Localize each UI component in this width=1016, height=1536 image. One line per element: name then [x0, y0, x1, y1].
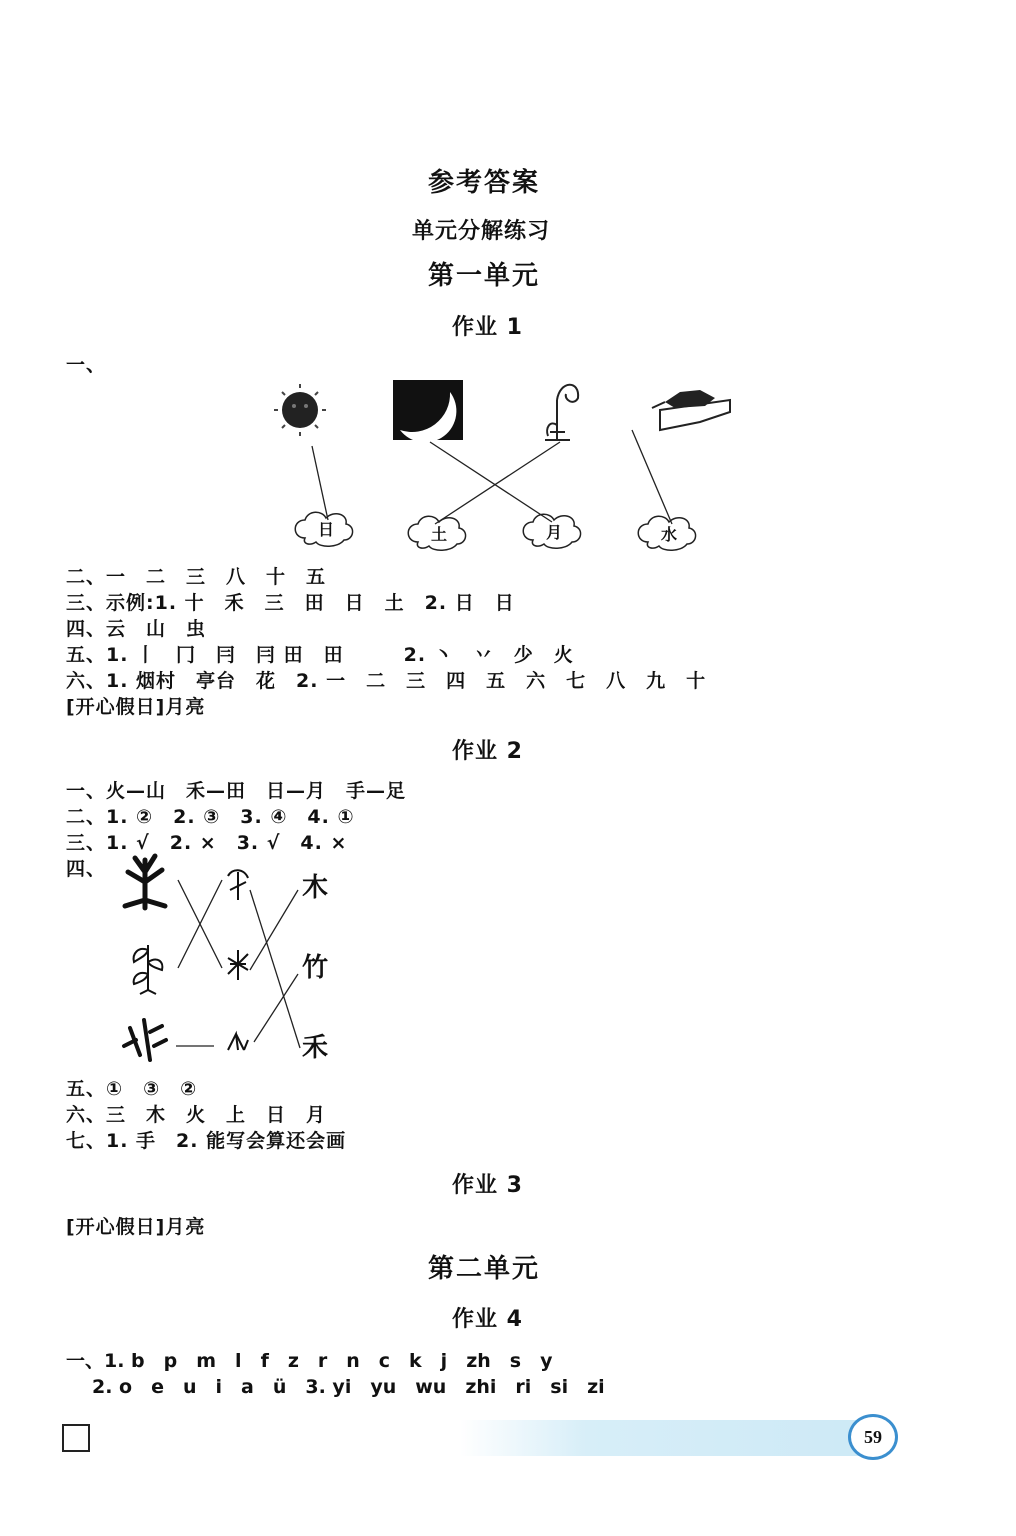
footer-banner — [460, 1420, 880, 1456]
tree-pictograph-icon — [125, 856, 165, 908]
hw4-heading: 作业 4 — [452, 1307, 523, 1332]
hw4-answer-1: 一、1. b p m l f z r n c k j zh s y — [66, 1350, 553, 1372]
hw2-answer-6: 六、三 木 火 上 日 月 — [66, 1104, 327, 1126]
hw1-answer-4: 四、云 山 虫 — [66, 618, 207, 640]
char-mu: 木 — [302, 873, 329, 903]
hw1-heading: 作业 1 — [452, 315, 523, 340]
ancient-zhu-icon — [228, 1034, 248, 1050]
land-icon — [652, 390, 730, 430]
cloud-label-yue: 月 — [546, 523, 563, 542]
hw1-answer-3: 三、示例:1. 十 禾 三 田 日 土 2. 日 日 — [66, 592, 515, 614]
hw2-answer-5: 五、① ③ ② — [66, 1078, 198, 1100]
hw1-answer-2: 二、一 二 三 八 十 五 — [66, 566, 327, 588]
hw2-answer-7: 七、1. 手 2. 能写会算还会画 — [66, 1130, 347, 1152]
cloud-yue — [523, 514, 580, 548]
cloud-label-ri: 日 — [318, 520, 335, 539]
char-zhu: 竹 — [302, 953, 329, 983]
cloud-label-tu: 土 — [431, 525, 448, 544]
section-subtitle: 单元分解练习 — [412, 219, 551, 244]
page-number-badge — [848, 1414, 898, 1460]
plant-icon — [545, 385, 578, 440]
matching-lines-1 — [312, 430, 672, 524]
matching-figure-1 — [260, 370, 740, 570]
hw2-heading: 作业 2 — [452, 739, 523, 764]
cloud-label-shui: 水 — [661, 525, 678, 544]
unit1-heading: 第一单元 — [428, 261, 541, 291]
hw2-answer-2: 二、1. ② 2. ③ 3. ④ 4. ① — [66, 806, 355, 828]
hw2-answer-1: 一、火—山 禾—田 日—月 手—足 — [66, 780, 407, 802]
footer-checkbox — [62, 1424, 90, 1452]
hw1-happy-holiday: [开心假日]月亮 — [66, 696, 206, 718]
hw1-answer-5: 五、1. 丨 冂 冃 冃 田 田 2. 丶 丷 少 火 — [66, 644, 574, 666]
hw3-happy-holiday: [开心假日]月亮 — [66, 1216, 206, 1238]
matching-figure-2 — [110, 850, 370, 1070]
sun-icon — [274, 384, 326, 436]
ancient-mu-icon — [228, 870, 248, 900]
ancient-he-icon — [228, 950, 248, 980]
hw3-heading: 作业 3 — [452, 1173, 523, 1198]
page-title: 参考答案 — [428, 168, 541, 198]
hw2-q4-label: 四、 — [66, 858, 107, 880]
grain-plant-icon — [134, 945, 163, 994]
unit2-heading: 第二单元 — [428, 1254, 541, 1284]
bamboo-icon — [124, 1020, 166, 1060]
cloud-tu — [408, 516, 465, 550]
moon-icon — [393, 380, 463, 442]
page-number: 59 — [864, 1426, 882, 1447]
hw2-answer-3: 三、1. √ 2. × 3. √ 4. × — [66, 832, 348, 854]
cloud-ri — [295, 512, 352, 546]
cloud-shui — [638, 516, 695, 550]
hw1-q1-label: 一、 — [66, 354, 107, 376]
hw1-answer-6: 六、1. 烟村 亭台 花 2. 一 二 三 四 五 六 七 八 九 十 — [66, 670, 707, 692]
char-he: 禾 — [302, 1033, 329, 1063]
hw4-answer-2: 2. o e u i a ü 3. yi yu wu zhi ri si zi — [92, 1376, 605, 1398]
